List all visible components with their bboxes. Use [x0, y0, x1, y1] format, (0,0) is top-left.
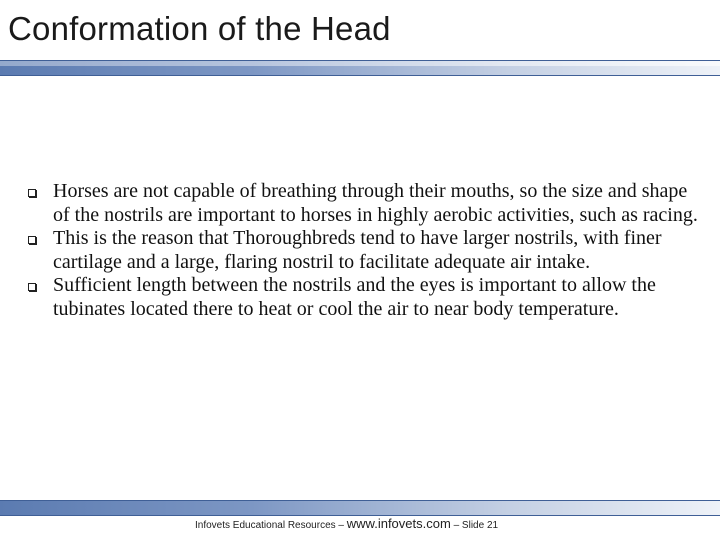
bullet-item	[28, 274, 708, 321]
bullet-item	[28, 180, 708, 227]
slide-title: Conformation of the Head	[8, 10, 391, 47]
footer	[195, 516, 498, 531]
bullet-list	[28, 180, 708, 321]
footer-prefix: Infovets Educational Resources –	[195, 520, 344, 531]
bullet-text: Horses are not capable of breathing through their mouths, so the size and shape of the nostrils are important to horses in highly aerobic activities, such as racing.	[53, 180, 698, 226]
footer-slide-number: – Slide 21	[453, 520, 499, 531]
footer-divider-bar	[0, 500, 720, 516]
footer-site-link[interactable]: www.infovets.com	[346, 516, 451, 531]
bullet-text: This is the reason that Thoroughbreds tend to have larger nostrils, with finer cartilage and a large, flaring nostril to facilitate adequate air intake.	[53, 227, 662, 273]
bullet-item	[28, 227, 708, 274]
square-bullet-icon	[28, 283, 36, 291]
square-bullet-icon	[28, 189, 36, 197]
square-bullet-icon	[28, 236, 36, 244]
title-divider-shine	[0, 61, 720, 66]
bullet-text: Sufficient length between the nostrils and the eyes is important to allow the tubinates located there to heat or cool the air to near body temperature.	[53, 274, 656, 320]
